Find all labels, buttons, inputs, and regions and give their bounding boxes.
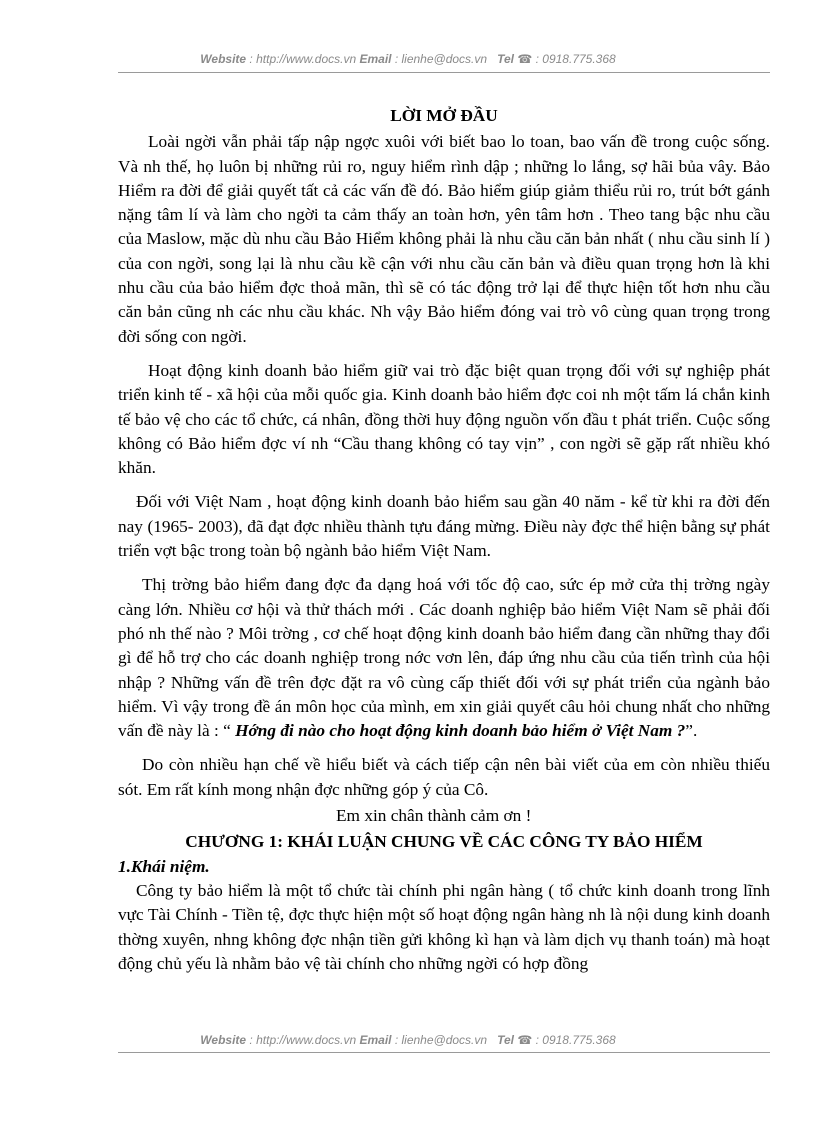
intro-paragraph-1: Loài ngời vẫn phải tấp nập ngợc xuôi với biết bao lo toan, bao vấn đề trong cuộc sống. Và nh thế, họ luôn bị những rủi ro, nguy hiểm rình dập ; những lo lắng, sợ hãi bủa vây. Bảo Hiểm ra đời để giải quyết tất cả các vấn đề đó. Bảo hiểm giúp giảm thiểu rủi ro, trút bớt gánh nặng tâm lí và làm cho ngời ta cảm thấy an toàn hơn, yên tâm hơn . Theo tang bậc nhu cầu của Maslow, mặc dù nhu cầu Bảo Hiểm không phải là nhu cầu căn bản nhất ( nhu cầu sinh lí ) của con ngời, song lại là nhu cầu kề cận với nhu cầu căn bản và điều quan trọng hơn là khi nhu cầu của bảo hiểm đợc thoả mãn, thì sẽ có tác động trở lại để thực hiện tốt hơn nhu cầu căn bản cũng nh các nhu cầu khác. Nh vậy Bảo hiểm đóng vai trò vô cùng quan trọng trong đời sống con ngời. — [118, 132, 770, 346]
page-footer — [0, 1033, 816, 1047]
intro-paragraph-4-text: Thị trờng bảo hiểm đang đợc đa dạng hoá với tốc độ cao, sức ép mở cửa thị trờng ngày càng lớn. Nhiều cơ hội và thử thách mới . Các doanh nghiệp bảo hiểm Việt Nam sẽ phải đối phó nh thế nào ? Môi trờng , cơ chế hoạt động kinh doanh bảo hiểm đang cần những thay đổi gì để hỗ trợ cho các doanh nghiệp trong nớc vơn lên, đáp ứng nhu cầu của tiến trình của hội nhập ? Những vấn đề trên đợc đặt ra vô cùng cấp thiết đối với sự phát triển của ngành bảo hiểm. Vì vậy trong đề án môn học của mình, em xin giải quyết câu hỏi chung nhất cho những vấn đề này là : “ — [118, 575, 770, 741]
section-title: 1.Khái niệm. — [118, 856, 210, 876]
phone-icon: ☎ — [517, 52, 533, 66]
intro-paragraph-4-end: ”. — [685, 721, 698, 741]
footer-email-value: : lienhe@docs.vn — [391, 1033, 491, 1047]
header-email-label: Email — [359, 52, 392, 66]
phone-icon: ☎ — [517, 1033, 533, 1047]
page-title: LỜI MỞ ĐẦU — [390, 106, 498, 125]
intro-paragraph-5: Do còn nhiều hạn chế về hiểu biết và cách tiếp cận nên bài viết của em còn nhiều thiếu sót. Em rất kính mong nhận đợc những góp ý của Cô. — [118, 755, 770, 799]
intro-paragraph-4 — [118, 573, 770, 743]
header-website-value: : http://www.docs.vn — [246, 52, 360, 66]
footer-email-label: Email — [359, 1033, 392, 1047]
chapter-title: CHƯƠNG 1: KHÁI LUẬN CHUNG VỀ CÁC CÔNG TY BẢO HIỂM — [185, 832, 703, 852]
intro-paragraph-2: Hoạt động kinh doanh bảo hiểm giữ vai trò đặc biệt quan trọng đối với sự nghiệp phát triển kinh tế - xã hội của mỗi quốc gia. Kinh doanh bảo hiểm đợc coi nh một tấm lá chắn kinh tế bảo vệ cho các tổ chức, cá nhân, đồng thời huy động nguồn vốn đầu t phát triển. Cuộc sống không có Bảo hiểm đợc ví nh “Cầu thang không có tay vịn” , con ngời sẽ gặp rất nhiều khó khăn. — [118, 360, 770, 478]
header-tel-value: : 0918.775.368 — [532, 52, 616, 66]
document-body — [118, 104, 770, 976]
header-website-label: Website — [200, 52, 247, 66]
header-divider — [118, 72, 770, 73]
footer-divider — [118, 1052, 770, 1053]
footer-tel-value: : 0918.775.368 — [532, 1033, 616, 1047]
footer-website-label: Website — [200, 1033, 247, 1047]
header-tel-label: Tel — [497, 52, 514, 66]
footer-website-value: : http://www.docs.vn — [246, 1033, 360, 1047]
thanks-line: Em xin chân thành cảm ơn ! — [336, 806, 532, 826]
intro-paragraph-3: Đối với Việt Nam , hoạt động kinh doanh bảo hiểm sau gần 40 năm - kể từ khi ra đời đến nay (1965- 2003), đã đạt đợc nhiều thành tựu đáng mừng. Điều này đợc thể hiện bằng sự phát triển vợt bậc trong toàn bộ ngành bảo hiểm Việt Nam. — [118, 492, 770, 561]
header-email-value: : lienhe@docs.vn — [391, 52, 491, 66]
research-question: Hớng đi nào cho hoạt động kinh doanh bảo hiểm ở Việt Nam ? — [230, 721, 686, 741]
section-paragraph-1: Công ty bảo hiểm là một tổ chức tài chính phi ngân hàng ( tổ chức kinh doanh trong lĩnh vực Tài Chính - Tiền tệ, đợc thực hiện một số hoạt động ngân hàng nh là nội dung kinh doanh thờng xuyên, nhng không đợc nhận tiền gửi không kì hạn và làm dịch vụ thanh toán) mà hoạt động chủ yếu là nhằm bảo vệ tài chính cho những ngời có hợp đồng — [118, 880, 770, 973]
page-header — [0, 52, 816, 66]
footer-tel-label: Tel — [497, 1033, 514, 1047]
